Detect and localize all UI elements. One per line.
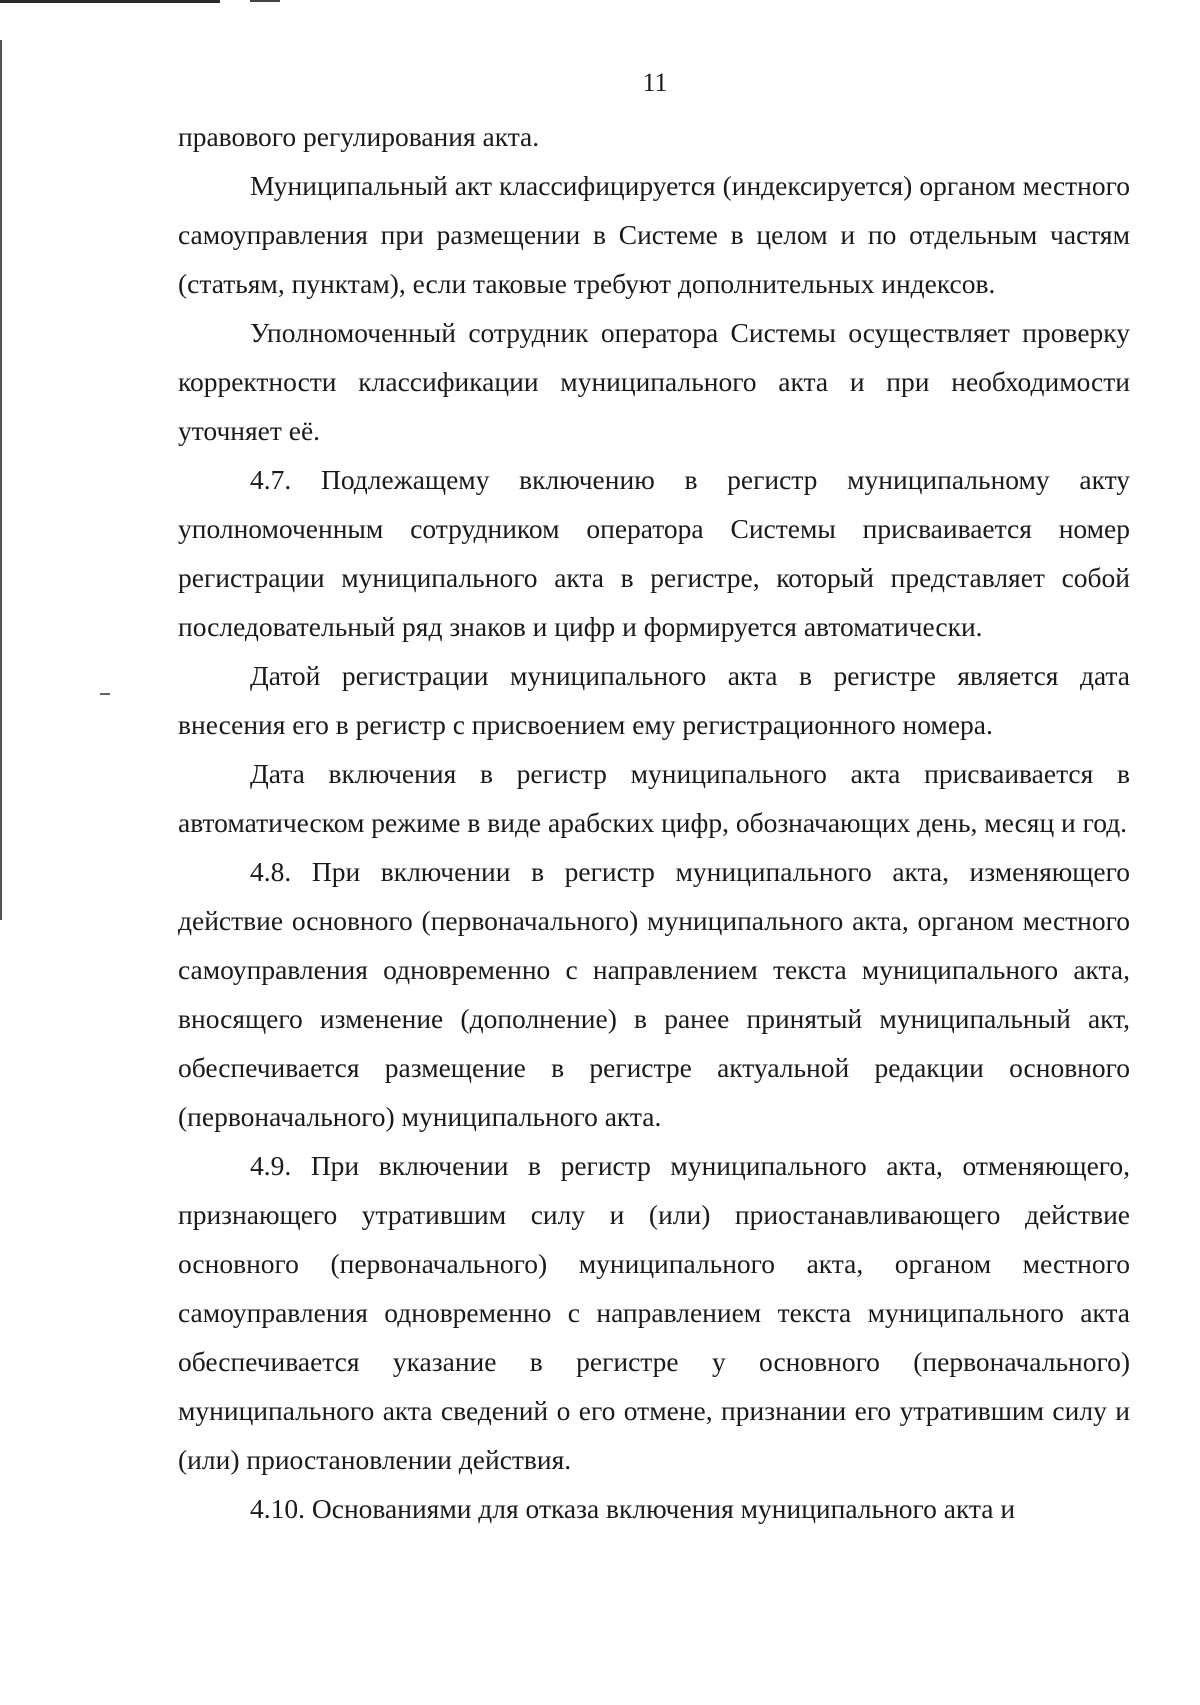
document-body [178, 112, 1130, 1533]
page-number: 11 [642, 68, 668, 97]
scan-artifact-top-mark [250, 0, 280, 2]
paragraph-continuation: правового регулирования акта. [178, 121, 540, 152]
paragraph: Дата включения в регистр муниципального акта присваивается в автоматическом режиме в виде арабских цифр, обозначающих день, месяц и год. [178, 758, 1130, 838]
paragraph-clause-4-7: 4.7. Подлежащему включению в регистр муниципальному акту уполномоченным сотрудником оператора Системы присваивается номер регистрации муниципального акта в регистре, который представляет собой последовательный ряд знаков и цифр и формируется автоматически. [178, 464, 1130, 642]
paragraph: Уполномоченный сотрудник оператора Системы осуществляет проверку корректности классификации муниципального акта и при необходимости уточняет её. [178, 317, 1130, 446]
scan-artifact-top-line [0, 0, 220, 3]
paragraph-clause-4-9: 4.9. При включении в регистр муниципального акта, отменяющего, признающего утратившим силу и (или) приостанавливающего действие основного (первоначального) муниципального акта, органом местного самоуправления одновременно с направлением текста муниципального акта обеспечивается указание в регистре у основного (первоначального) муниципального акта сведений о его отмене, признании его утратившим силу и (или) приостановлении действия. [178, 1150, 1130, 1475]
scan-artifact-dash [100, 693, 110, 695]
paragraph: Датой регистрации муниципального акта в регистре является дата внесения его в регистр с присвоением ему регистрационного номера. [178, 660, 1130, 740]
paragraph: Муниципальный акт классифицируется (индексируется) органом местного самоуправления при размещении в Системе в целом и по отдельным частям (статьям, пунктам), если таковые требуют дополнительных индексов. [178, 170, 1130, 299]
paragraph-clause-4-10: 4.10. Основаниями для отказа включения муниципального акта и [250, 1493, 1016, 1524]
scan-artifact-left-edge [0, 40, 2, 920]
paragraph-clause-4-8: 4.8. При включении в регистр муниципального акта, изменяющего действие основного (первоначального) муниципального акта, органом местного самоуправления одновременно с направлением текста муниципального акта, вносящего изменение (дополнение) в ранее принятый муниципальный акт, обеспечивается размещение в регистре актуальной редакции основного (первоначального) муниципального акта. [178, 856, 1130, 1132]
